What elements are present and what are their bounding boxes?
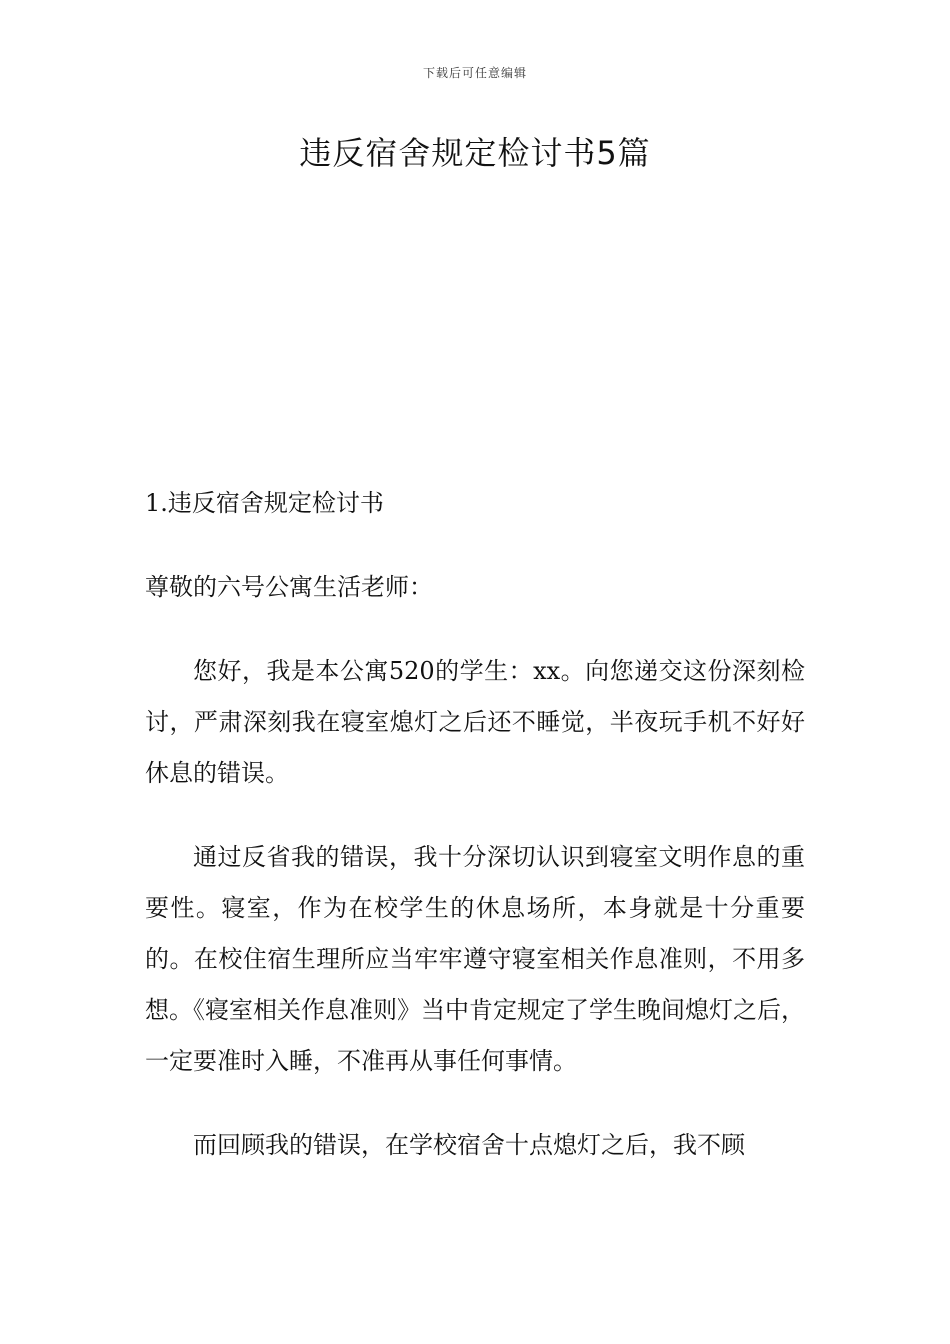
document-body — [145, 478, 805, 1204]
paragraph-3: 而回顾我的错误，在学校宿舍十点熄灯之后，我不顾 — [193, 1131, 745, 1159]
header-note: 下载后可任意编辑 — [422, 66, 527, 80]
paragraph-1: 您好，我是本公寓520的学生：xx。向您递交这份深刻检讨，严肃深刻我在寝室熄灯之后还不睡觉，半夜玩手机不好好休息的错误。 — [145, 657, 805, 787]
salutation: 尊敬的六号公寓生活老师： — [145, 573, 433, 601]
section-heading: 1.违反宿舍规定检讨书 — [145, 489, 384, 517]
paragraph-2: 通过反省我的错误，我十分深切认识到寝室文明作息的重要性。寝室，作为在校学生的休息场所，本身就是十分重要的。在校住宿生理所应当牢牢遵守寝室相关作息准则，不用多想。《寝室相关作息准则》当中肯定规定了学生晚间熄灯之后，一定要准时入睡，不准再从事任何事情。 — [145, 843, 805, 1075]
document-title: 违反宿舍规定检讨书5篇 — [299, 134, 651, 172]
